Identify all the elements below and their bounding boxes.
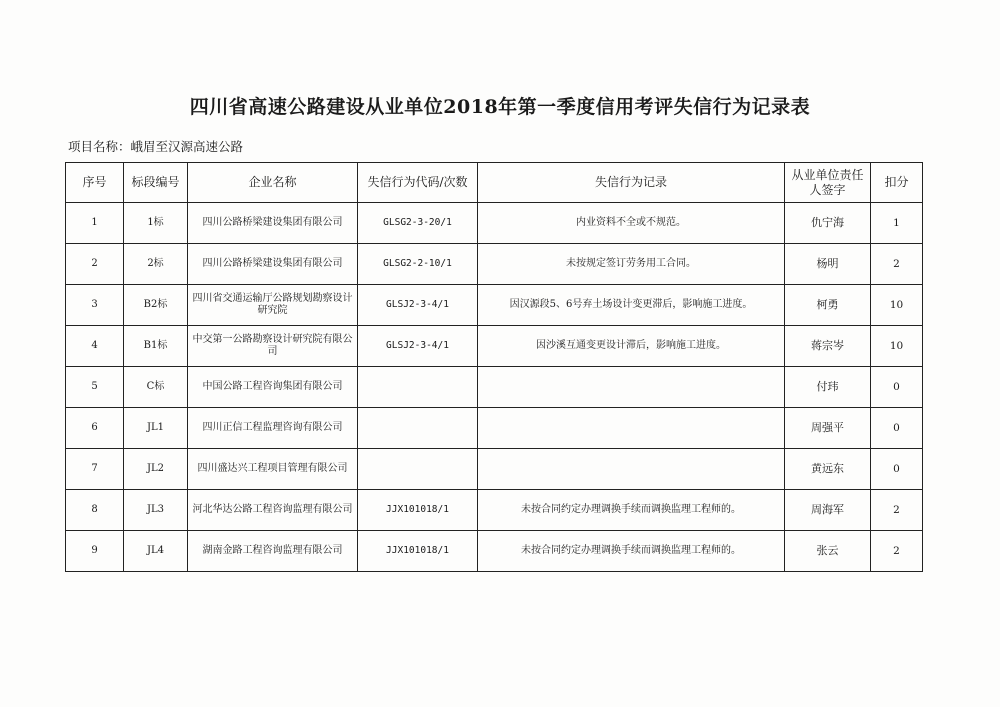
- cell-company: 四川公路桥梁建设集团有限公司: [188, 244, 358, 285]
- table-row: [66, 531, 923, 572]
- cell-record: 未按规定签订劳务用工合同。: [478, 244, 785, 285]
- cell-section: C标: [124, 367, 188, 408]
- cell-seq: 3: [66, 285, 124, 326]
- cell-seq: 9: [66, 531, 124, 572]
- cell-deduction: 2: [871, 531, 923, 572]
- cell-code: JJX101018/1: [358, 490, 478, 531]
- cell-signature: 张云: [785, 531, 871, 572]
- cell-seq: 1: [66, 203, 124, 244]
- header-code: 失信行为代码/次数: [358, 163, 478, 203]
- cell-deduction: 10: [871, 326, 923, 367]
- header-signature: 从业单位责任人签字: [785, 163, 871, 203]
- cell-section: JL1: [124, 408, 188, 449]
- cell-section: JL4: [124, 531, 188, 572]
- cell-deduction: 2: [871, 490, 923, 531]
- cell-signature: 付玮: [785, 367, 871, 408]
- cell-code: [358, 367, 478, 408]
- cell-company: 中国公路工程咨询集团有限公司: [188, 367, 358, 408]
- cell-record: [478, 367, 785, 408]
- table-row: [66, 449, 923, 490]
- cell-seq: 5: [66, 367, 124, 408]
- cell-company: 中交第一公路勘察设计研究院有限公司: [188, 326, 358, 367]
- table-row: [66, 244, 923, 285]
- cell-section: 1标: [124, 203, 188, 244]
- cell-deduction: 0: [871, 449, 923, 490]
- cell-deduction: 1: [871, 203, 923, 244]
- table-row: [66, 285, 923, 326]
- table-row: [66, 367, 923, 408]
- cell-deduction: 10: [871, 285, 923, 326]
- cell-code: GLSJ2-3-4/1: [358, 326, 478, 367]
- cell-seq: 7: [66, 449, 124, 490]
- cell-signature: 周海军: [785, 490, 871, 531]
- cell-signature: 蒋宗岑: [785, 326, 871, 367]
- header-deduction: 扣分: [871, 163, 923, 203]
- cell-code: [358, 449, 478, 490]
- cell-deduction: 0: [871, 367, 923, 408]
- cell-signature: 黄远东: [785, 449, 871, 490]
- cell-company: 四川公路桥梁建设集团有限公司: [188, 203, 358, 244]
- project-name: 峨眉至汉源高速公路: [130, 139, 244, 154]
- cell-company: 四川正信工程监理咨询有限公司: [188, 408, 358, 449]
- cell-deduction: 2: [871, 244, 923, 285]
- table-row: [66, 408, 923, 449]
- cell-deduction: 0: [871, 408, 923, 449]
- cell-seq: 8: [66, 490, 124, 531]
- cell-company: 湖南金路工程咨询监理有限公司: [188, 531, 358, 572]
- cell-record: 因汉源段5、6号弃土场设计变更滞后，影响施工进度。: [478, 285, 785, 326]
- cell-company: 河北华达公路工程咨询监理有限公司: [188, 490, 358, 531]
- cell-company: 四川盛达兴工程项目管理有限公司: [188, 449, 358, 490]
- header-record: 失信行为记录: [478, 163, 785, 203]
- cell-section: JL3: [124, 490, 188, 531]
- header-row: [66, 163, 923, 203]
- cell-record: 未按合同约定办理调换手续而调换监理工程师的。: [478, 531, 785, 572]
- cell-section: JL2: [124, 449, 188, 490]
- cell-seq: 4: [66, 326, 124, 367]
- cell-signature: 周强平: [785, 408, 871, 449]
- table-row: [66, 203, 923, 244]
- cell-code: GLSG2-3-20/1: [358, 203, 478, 244]
- cell-seq: 6: [66, 408, 124, 449]
- cell-company: 四川省交通运输厅公路规划勘察设计研究院: [188, 285, 358, 326]
- cell-record: [478, 408, 785, 449]
- cell-section: 2标: [124, 244, 188, 285]
- project-label: 项目名称：: [68, 139, 131, 154]
- cell-signature: 杨明: [785, 244, 871, 285]
- record-table: [65, 162, 923, 572]
- cell-code: GLSG2-2-10/1: [358, 244, 478, 285]
- document-title: 四川省高速公路建设从业单位2018年第一季度信用考评失信行为记录表: [189, 96, 811, 118]
- table-row: [66, 326, 923, 367]
- cell-seq: 2: [66, 244, 124, 285]
- cell-record: 内业资料不全或不规范。: [478, 203, 785, 244]
- header-seq: 序号: [66, 163, 124, 203]
- cell-record: 未按合同约定办理调换手续而调换监理工程师的。: [478, 490, 785, 531]
- cell-code: JJX101018/1: [358, 531, 478, 572]
- cell-signature: 柯勇: [785, 285, 871, 326]
- table-row: [66, 490, 923, 531]
- cell-code: GLSJ2-3-4/1: [358, 285, 478, 326]
- cell-record: 因沙溪互通变更设计滞后，影响施工进度。: [478, 326, 785, 367]
- cell-signature: 仇宁海: [785, 203, 871, 244]
- cell-section: B2标: [124, 285, 188, 326]
- cell-section: B1标: [124, 326, 188, 367]
- header-section: 标段编号: [124, 163, 188, 203]
- cell-record: [478, 449, 785, 490]
- header-company: 企业名称: [188, 163, 358, 203]
- project-line: [68, 137, 243, 155]
- cell-code: [358, 408, 478, 449]
